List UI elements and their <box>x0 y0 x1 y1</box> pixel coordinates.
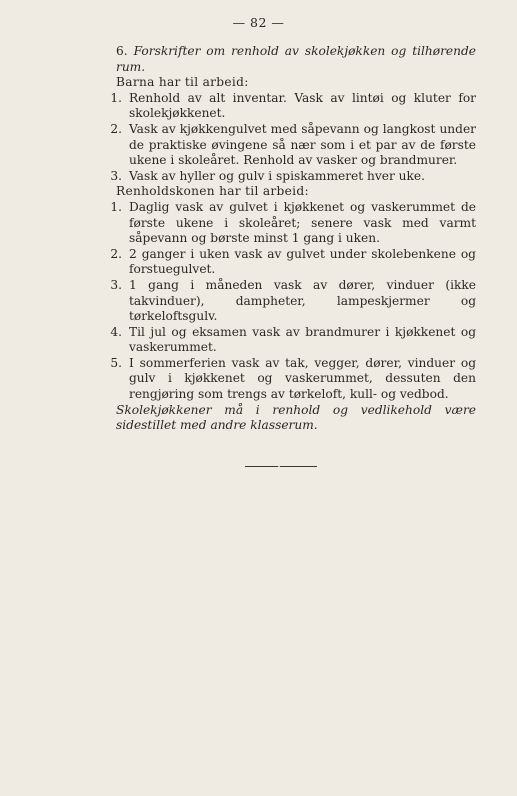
item-text: 1 gang i måneden vask av dører, vinduer (ikke takvinduer), dampheter, lampeskjermer og tørkeloftsgulv. <box>129 277 476 324</box>
item-number: 4. <box>110 324 122 339</box>
item-number: 3. <box>110 277 122 292</box>
item-text: I sommerferien vask av tak, vegger, dører, vinduer og gulv i kjøkkenet og vaskerummet, dessuten den rengjøring som trengs av tørkeloft, kull- og vedbod. <box>129 355 476 402</box>
section-heading <box>108 44 476 75</box>
list-item <box>108 169 476 185</box>
list-item <box>108 325 476 356</box>
item-text: Renhold av alt inventar. Vask av lintøi og kluter for skolekjøkkenet. <box>129 90 476 121</box>
item-text: 2 ganger i uken vask av gulvet under skolebenkene og forstuegulvet. <box>129 246 476 277</box>
item-number: 1. <box>110 199 122 214</box>
item-text: Til jul og eksamen vask av brandmurer i kjøkkenet og vaskerummet. <box>129 324 476 355</box>
closing-note: Skolekjøkkener må i renhold og vedlikehold være sidestillet med andre klasserum. <box>116 402 476 433</box>
item-number: 1. <box>110 90 122 105</box>
list-item <box>108 278 476 325</box>
item-text: Daglig vask av gulvet i kjøkkenet og vaskerummet de første ukene i skoleåret; senere vask med varmt såpevann og børste minst 1 gang i uken. <box>129 199 476 246</box>
section-title: Forskrifter om renhold av skolekjøkken og tilhørende rum. <box>116 44 476 74</box>
page-number: — 82 — <box>232 15 285 30</box>
children-intro: Barna har til arbeid: <box>116 75 249 90</box>
item-text: Vask av hyller og gulv i spiskammeret hver uke. <box>129 168 425 183</box>
item-number: 2. <box>110 121 122 136</box>
cleaner-intro: Renholdskonen har til arbeid: <box>116 184 309 199</box>
page-content <box>108 44 476 434</box>
item-text: Vask av kjøkkengulvet med såpevann og langkost under de praktiske øvingene så nær som i et par av de første ukene i skoleåret. Renhold av vasker og brandmurer. <box>129 121 476 168</box>
cleaner-list <box>108 200 476 403</box>
list-item <box>108 91 476 122</box>
section-divider <box>245 466 317 467</box>
children-list <box>108 91 476 185</box>
list-item <box>108 200 476 247</box>
list-item <box>108 122 476 169</box>
item-number: 3. <box>110 168 122 183</box>
section-number: 6. <box>116 44 128 58</box>
list-item <box>108 356 476 403</box>
item-number: 2. <box>110 246 122 261</box>
item-number: 5. <box>110 355 122 370</box>
list-item <box>108 247 476 278</box>
